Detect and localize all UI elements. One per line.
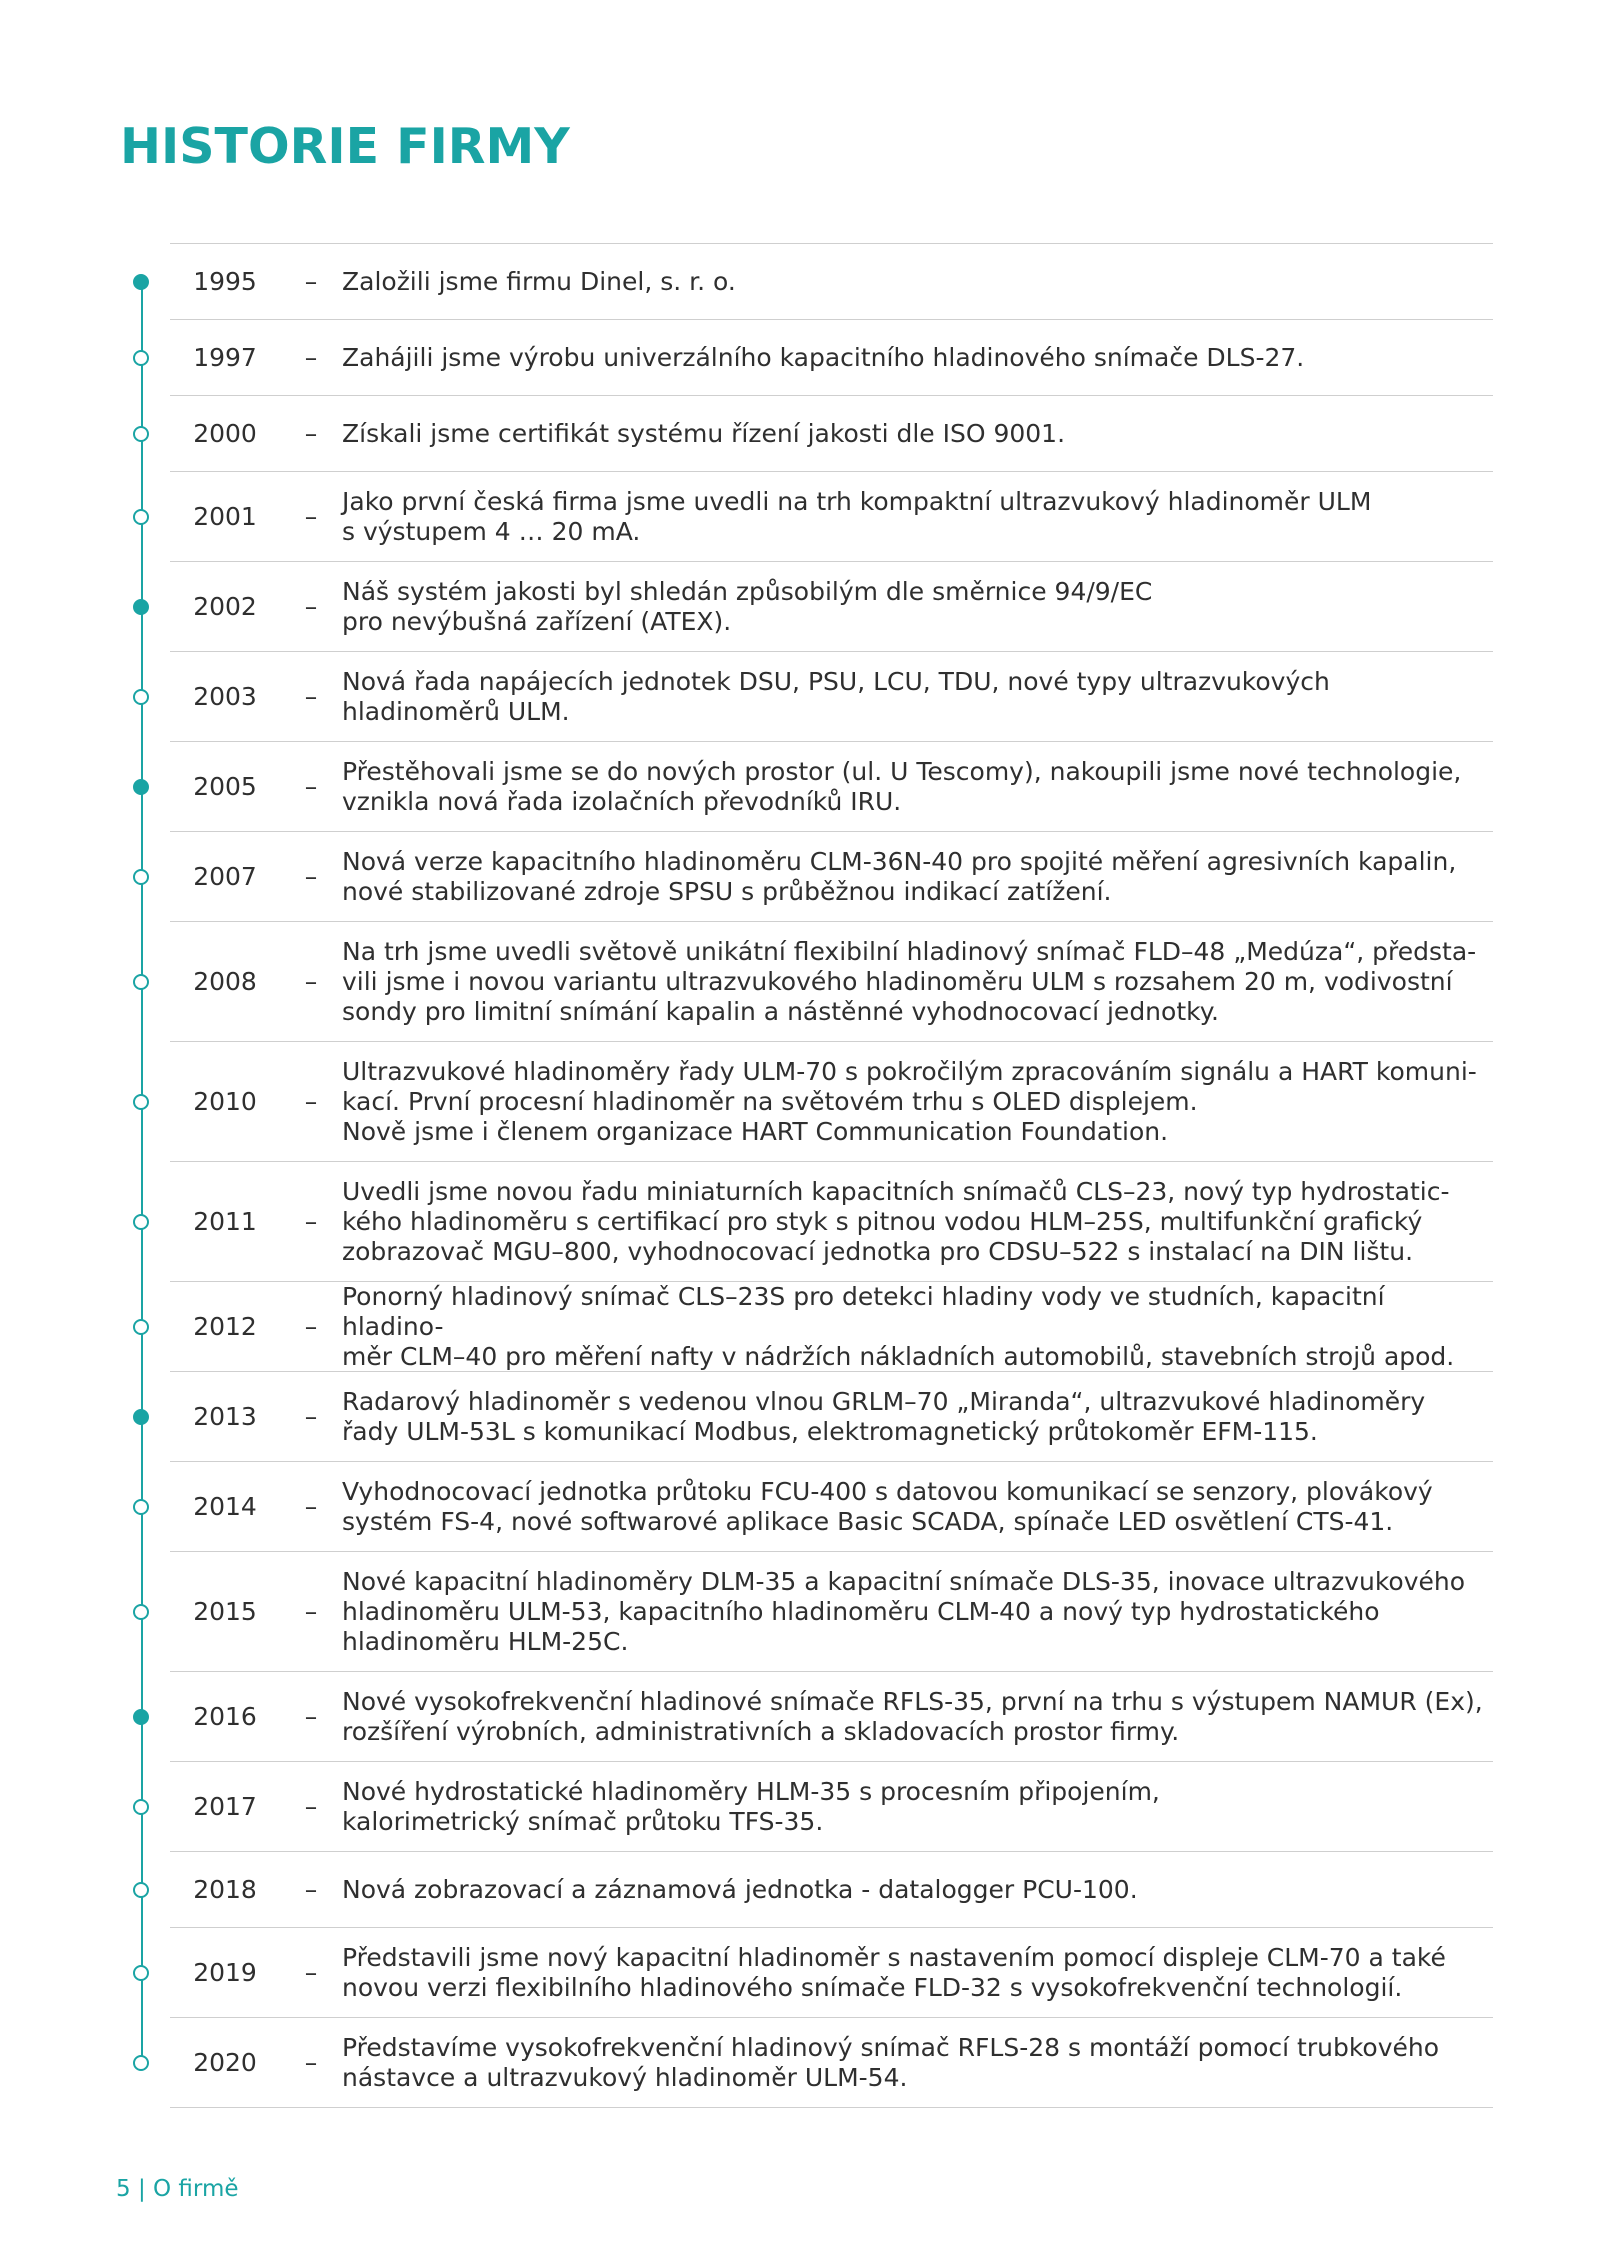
event-year: 2008	[193, 967, 257, 996]
event-year: 1995	[193, 267, 257, 296]
timeline-row	[170, 1552, 1493, 1672]
timeline-dot-icon	[133, 1094, 149, 1110]
event-year: 2015	[193, 1597, 257, 1626]
timeline-dot-icon	[133, 689, 149, 705]
timeline-dot-icon	[133, 1709, 149, 1725]
timeline-dot-icon	[133, 779, 149, 795]
event-year: 2018	[193, 1875, 257, 1904]
event-dash: –	[304, 502, 318, 531]
timeline-dot-icon	[133, 1882, 149, 1898]
timeline-row	[170, 1762, 1493, 1852]
event-year: 2019	[193, 1958, 257, 1987]
timeline-dot-icon	[133, 274, 149, 290]
event-text: Ultrazvukové hladinoměry řady ULM-70 s pokročilým zpracováním signálu a HART komuni- kací. První procesní hladinoměr na světovém trhu s OLED displejem. Nově jsme i členem organizace HART Communication Foundation.	[342, 1056, 1477, 1146]
event-dash: –	[304, 2048, 318, 2077]
event-dash: –	[304, 1207, 318, 1236]
timeline-row	[170, 1162, 1493, 1282]
timeline-row	[170, 1282, 1493, 1372]
event-dash: –	[304, 967, 318, 996]
event-text: Nové vysokofrekvenční hladinové snímače RFLS-35, první na trhu s výstupem NAMUR (Ex), rozšíření výrobních, administrativních a skladovacích prostor firmy.	[342, 1686, 1483, 1746]
event-year: 2011	[193, 1207, 257, 1236]
event-text: Vyhodnocovací jednotka průtoku FCU-400 s datovou komunikací se senzory, plovákový systém FS-4, nové softwarové aplikace Basic SCADA, spínače LED osvětlení CTS-41.	[342, 1476, 1433, 1536]
event-text: Představíme vysokofrekvenční hladinový snímač RFLS-28 s montáží pomocí trubkového nástavce a ultrazvukový hladinoměr ULM-54.	[342, 2032, 1440, 2092]
event-text: Nové hydrostatické hladinoměry HLM-35 s procesním připojením, kalorimetrický snímač průtoku TFS-35.	[342, 1776, 1160, 1836]
event-year: 2017	[193, 1792, 257, 1821]
event-text: Přestěhovali jsme se do nových prostor (ul. U Tescomy), nakoupili jsme nové technologie, vznikla nová řada izolačních převodníků IRU.	[342, 756, 1462, 816]
timeline-row	[170, 396, 1493, 472]
timeline-dot-icon	[133, 350, 149, 366]
timeline-dot-icon	[133, 974, 149, 990]
timeline-dot-icon	[133, 509, 149, 525]
event-year: 2002	[193, 592, 257, 621]
event-dash: –	[304, 1402, 318, 1431]
timeline-dot-icon	[133, 1499, 149, 1515]
timeline-row	[170, 922, 1493, 1042]
timeline-dot-icon	[133, 1604, 149, 1620]
event-year: 2012	[193, 1312, 257, 1341]
event-dash: –	[304, 343, 318, 372]
event-text: Náš systém jakosti byl shledán způsobilým dle směrnice 94/9/EC pro nevýbušná zařízení (ATEX).	[342, 576, 1153, 636]
timeline-dot-icon	[133, 599, 149, 615]
timeline-row	[170, 742, 1493, 832]
timeline-dot-icon	[133, 426, 149, 442]
timeline-row	[170, 562, 1493, 652]
timeline-row	[170, 2018, 1493, 2108]
event-text: Uvedli jsme novou řadu miniaturních kapacitních snímačů CLS–23, nový typ hydrostatic- kého hladinoměru s certifikací pro styk s pitnou vodou HLM–25S, multifunkční grafický zobrazovač MGU–800, vyhodnocovací jednotka pro CDSU–522 s instalací na DIN lištu.	[342, 1176, 1450, 1266]
event-year: 1997	[193, 343, 257, 372]
timeline-row	[170, 1672, 1493, 1762]
timeline-row	[170, 320, 1493, 396]
event-dash: –	[304, 1312, 318, 1341]
timeline-dot-icon	[133, 869, 149, 885]
event-dash: –	[304, 1792, 318, 1821]
event-text: Založili jsme firmu Dinel, s. r. o.	[342, 266, 736, 296]
event-dash: –	[304, 1875, 318, 1904]
event-dash: –	[304, 267, 318, 296]
timeline-dot-icon	[133, 1409, 149, 1425]
event-year: 2007	[193, 862, 257, 891]
event-dash: –	[304, 1597, 318, 1626]
event-year: 2001	[193, 502, 257, 531]
event-dash: –	[304, 592, 318, 621]
event-text: Na trh jsme uvedli světově unikátní flexibilní hladinový snímač FLD–48 „Medúza“, předsta- vili jsme i novou variantu ultrazvukového hladinoměru ULM s rozsahem 20 m, vodivostní sondy pro limitní snímání kapalin a nástěnné vyhodnocovací jednotky.	[342, 936, 1477, 1026]
event-text: Nová zobrazovací a záznamová jednotka - datalogger PCU-100.	[342, 1874, 1138, 1904]
event-dash: –	[304, 1087, 318, 1116]
event-year: 2003	[193, 682, 257, 711]
event-year: 2014	[193, 1492, 257, 1521]
timeline-dot-icon	[133, 1965, 149, 1981]
timeline-list	[170, 243, 1493, 2108]
timeline-row	[170, 1042, 1493, 1162]
timeline-row	[170, 1462, 1493, 1552]
timeline-row	[170, 1372, 1493, 1462]
event-text: Zahájili jsme výrobu univerzálního kapacitního hladinového snímače DLS-27.	[342, 342, 1305, 372]
timeline-row	[170, 1928, 1493, 2018]
event-text: Radarový hladinoměr s vedenou vlnou GRLM–70 „Miranda“, ultrazvukové hladinoměry řady ULM-53L s komunikací Modbus, elektromagnetický průtokoměr EFM-115.	[342, 1386, 1426, 1446]
event-text: Ponorný hladinový snímač CLS–23S pro detekci hladiny vody ve studních, kapacitní hladino- měr CLM–40 pro měření nafty v nádržích nákladních automobilů, stavebních strojů apod.	[342, 1281, 1455, 1371]
timeline-row	[170, 652, 1493, 742]
event-text: Nová verze kapacitního hladinoměru CLM-36N-40 pro spojité měření agresivních kapalin, nové stabilizované zdroje SPSU s průběžnou indikací zatížení.	[342, 846, 1457, 906]
event-text: Představili jsme nový kapacitní hladinoměr s nastavením pomocí displeje CLM-70 a také novou verzi flexibilního hladinového snímače FLD-32 s vysokofrekvenční technologií.	[342, 1942, 1446, 2002]
timeline-row	[170, 244, 1493, 320]
timeline-row	[170, 1852, 1493, 1928]
timeline-row	[170, 472, 1493, 562]
event-dash: –	[304, 1492, 318, 1521]
event-dash: –	[304, 772, 318, 801]
page-footer: 5 | O firmě	[116, 2176, 239, 2202]
event-dash: –	[304, 862, 318, 891]
event-text: Nové kapacitní hladinoměry DLM-35 a kapacitní snímače DLS-35, inovace ultrazvukového hladinoměru ULM-53, kapacitního hladinoměru CLM-40 a nový typ hydrostatického hladinoměru HLM-25C.	[342, 1566, 1466, 1656]
timeline-dot-icon	[133, 1214, 149, 1230]
event-year: 2013	[193, 1402, 257, 1431]
event-dash: –	[304, 419, 318, 448]
event-text: Nová řada napájecích jednotek DSU, PSU, LCU, TDU, nové typy ultrazvukových hladinoměrů ULM.	[342, 666, 1330, 726]
event-text: Získali jsme certifikát systému řízení jakosti dle ISO 9001.	[342, 418, 1066, 448]
event-year: 2010	[193, 1087, 257, 1116]
event-year: 2000	[193, 419, 257, 448]
event-dash: –	[304, 682, 318, 711]
event-year: 2020	[193, 2048, 257, 2077]
event-text: Jako první česká firma jsme uvedli na trh kompaktní ultrazvukový hladinoměr ULM s výstupem 4 … 20 mA.	[342, 486, 1372, 546]
timeline-row	[170, 832, 1493, 922]
event-dash: –	[304, 1958, 318, 1987]
timeline-dot-icon	[133, 1799, 149, 1815]
event-year: 2005	[193, 772, 257, 801]
timeline-dot-icon	[133, 1319, 149, 1335]
event-dash: –	[304, 1702, 318, 1731]
timeline-dot-icon	[133, 2055, 149, 2071]
event-year: 2016	[193, 1702, 257, 1731]
timeline-line	[141, 281, 143, 2064]
page-title: HISTORIE FIRMY	[120, 118, 570, 175]
